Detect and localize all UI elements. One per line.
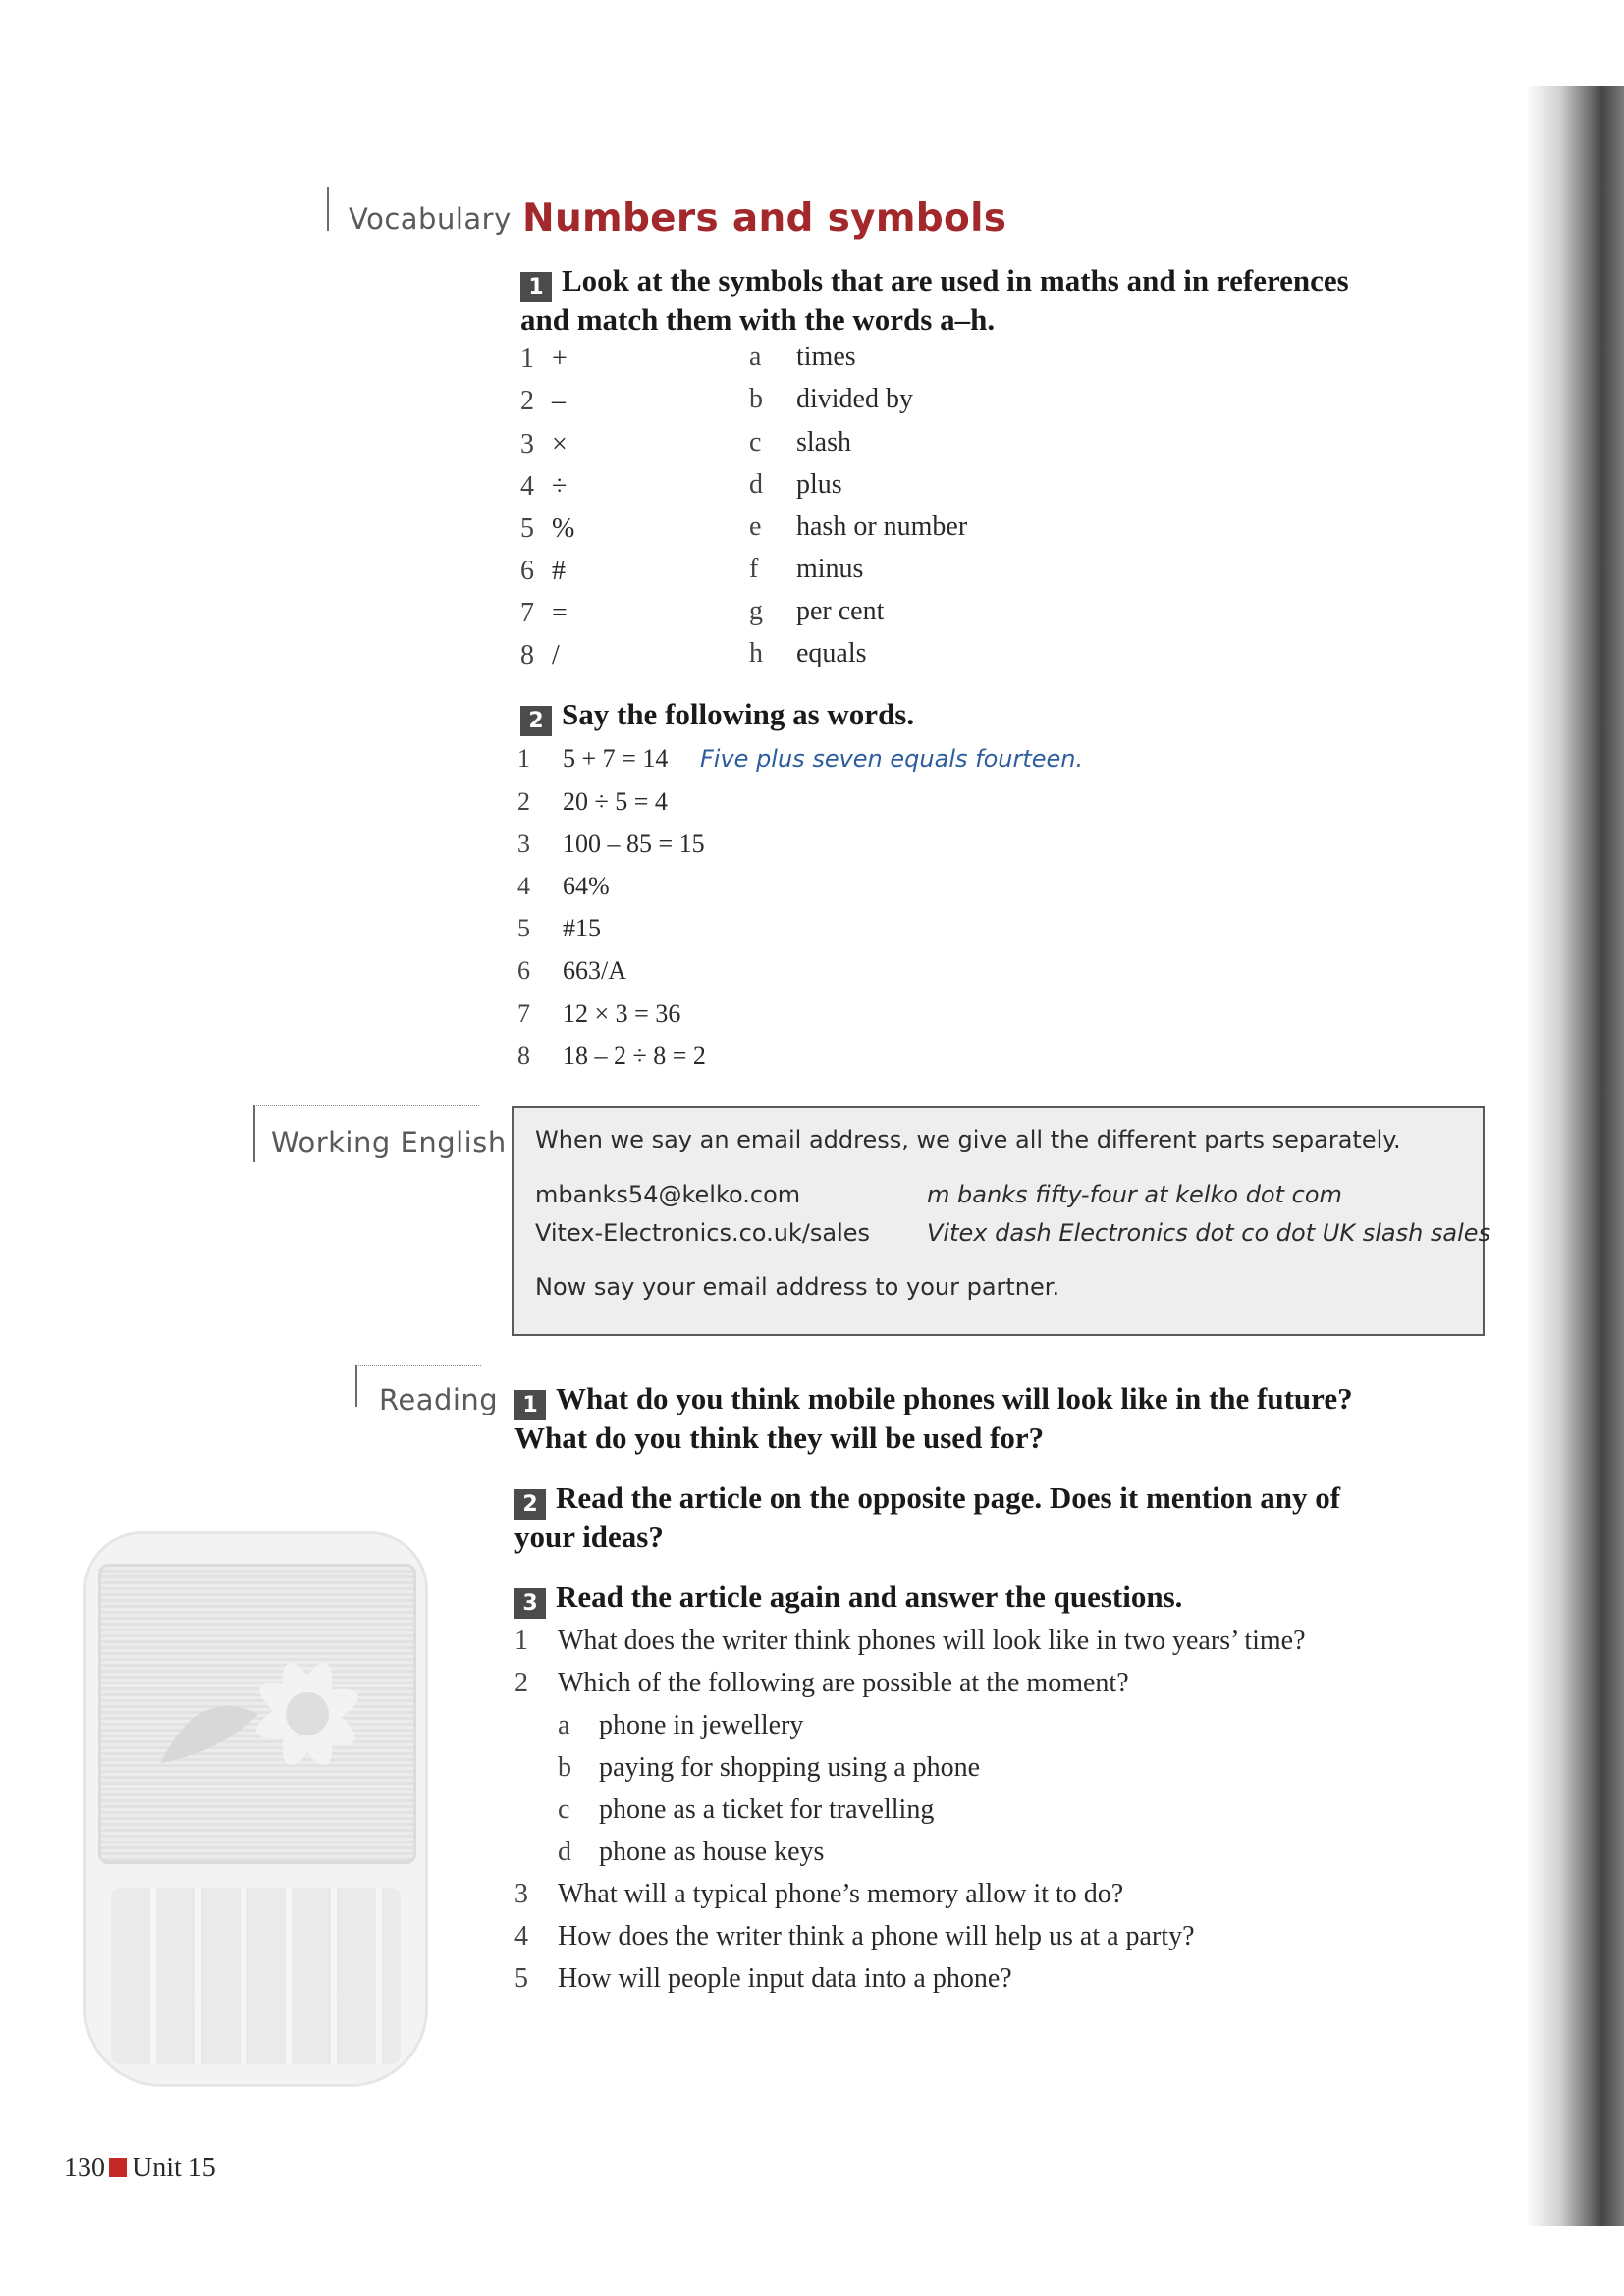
exercise-number-badge: 1 xyxy=(520,272,552,302)
section-title: Numbers and symbols xyxy=(522,196,1007,240)
exercise-number-badge: 2 xyxy=(520,706,552,736)
expression-item: 1 5 + 7 = 14 Five plus seven equals fourteen. xyxy=(517,744,1084,773)
symbol-item: 4 ÷ xyxy=(520,471,568,502)
reading-label-bar xyxy=(355,1365,357,1407)
symbol-item: 7 = xyxy=(520,598,568,628)
red-square-icon xyxy=(109,2158,127,2177)
unit-label: Unit 15 xyxy=(133,2153,216,2183)
word-item: c slash xyxy=(749,427,851,457)
phone-keypad xyxy=(111,1888,401,2064)
expression-item: 3 100 – 85 = 15 xyxy=(517,829,705,858)
question-item: 2 Which of the following are possible at the moment? xyxy=(514,1668,1129,1698)
working-english-prompt: Now say your email address to your partner. xyxy=(535,1273,1060,1301)
expression-item: 5 #15 xyxy=(517,914,601,942)
page-binding-shadow xyxy=(1526,86,1624,2226)
mobile-phone-illustration xyxy=(83,1531,428,2087)
question-option: d phone as house keys xyxy=(558,1837,825,1867)
expression-item: 2 20 ÷ 5 = 4 xyxy=(517,787,668,816)
vocab-exercise-2-instruction: 2 Say the following as words. xyxy=(520,697,914,736)
working-english-box xyxy=(512,1106,1491,1336)
reading-exercise-2-instruction: 2 Read the article on the opposite page. Does it mention any of your ideas? xyxy=(514,1480,1341,1554)
example-answer: Five plus seven equals fourteen. xyxy=(700,745,1084,773)
vocabulary-label: Vocabulary xyxy=(349,202,512,236)
working-english-rule xyxy=(253,1105,479,1106)
working-english-label-bar xyxy=(253,1105,255,1162)
question-item: 4 How does the writer think a phone will help us at a party? xyxy=(514,1921,1195,1951)
question-option: c phone as a ticket for travelling xyxy=(558,1794,935,1825)
question-item: 1 What does the writer think phones will look like in two years’ time? xyxy=(514,1626,1306,1656)
flower-icon xyxy=(101,1567,413,1861)
working-english-label: Working English xyxy=(271,1126,507,1159)
expression-item: 6 663/A xyxy=(517,956,626,985)
email-spoken: Vitex dash Electronics dot co dot UK slash sales xyxy=(927,1219,1491,1247)
symbol-item: 1 + xyxy=(520,344,568,374)
symbol-item: 3 × xyxy=(520,429,568,459)
question-item: 3 What will a typical phone’s memory allow it to do? xyxy=(514,1879,1124,1909)
question-option: b paying for shopping using a phone xyxy=(558,1752,981,1783)
page-footer xyxy=(64,2153,216,2184)
email-spoken: m banks fifty-four at kelko dot com xyxy=(927,1181,1342,1208)
word-item: a times xyxy=(749,342,856,372)
expression-item: 8 18 – 2 ÷ 8 = 2 xyxy=(517,1041,706,1070)
question-item: 5 How will people input data into a phone? xyxy=(514,1963,1012,1994)
reading-label: Reading xyxy=(379,1383,499,1416)
expression-item: 4 64% xyxy=(517,872,610,900)
exercise-number-badge: 2 xyxy=(514,1489,546,1520)
reading-rule xyxy=(355,1365,481,1366)
word-item: b divided by xyxy=(749,384,913,414)
word-item: g per cent xyxy=(749,596,885,626)
reading-exercise-1-instruction: 1 What do you think mobile phones will look like in the future? What do you think they will be used for? xyxy=(514,1381,1353,1455)
page-number: 130 xyxy=(64,2153,105,2183)
email-written: mbanks54@kelko.com xyxy=(535,1181,801,1208)
exercise-number-badge: 3 xyxy=(514,1588,546,1619)
vocabulary-label-bar xyxy=(327,187,329,231)
working-english-intro: When we say an email address, we give all the different parts separately. xyxy=(535,1126,1401,1153)
exercise-number-badge: 1 xyxy=(514,1390,546,1420)
word-item: h equals xyxy=(749,638,867,668)
reading-exercise-3-instruction: 3 Read the article again and answer the questions. xyxy=(514,1579,1182,1619)
word-item: d plus xyxy=(749,469,842,500)
symbol-item: 5 % xyxy=(520,513,575,544)
email-written: Vitex-Electronics.co.uk/sales xyxy=(535,1219,871,1247)
phone-screen xyxy=(98,1564,416,1864)
symbol-item: 8 / xyxy=(520,640,560,670)
word-item: e hash or number xyxy=(749,511,968,542)
expression-item: 7 12 × 3 = 36 xyxy=(517,999,681,1028)
vocab-exercise-1-instruction: 1 Look at the symbols that are used in maths and in references and match them with the words a–h. xyxy=(520,263,1349,337)
symbol-item: 2 – xyxy=(520,386,566,416)
word-item: f minus xyxy=(749,554,864,584)
symbol-item: 6 # xyxy=(520,556,566,586)
question-option: a phone in jewellery xyxy=(558,1710,804,1740)
